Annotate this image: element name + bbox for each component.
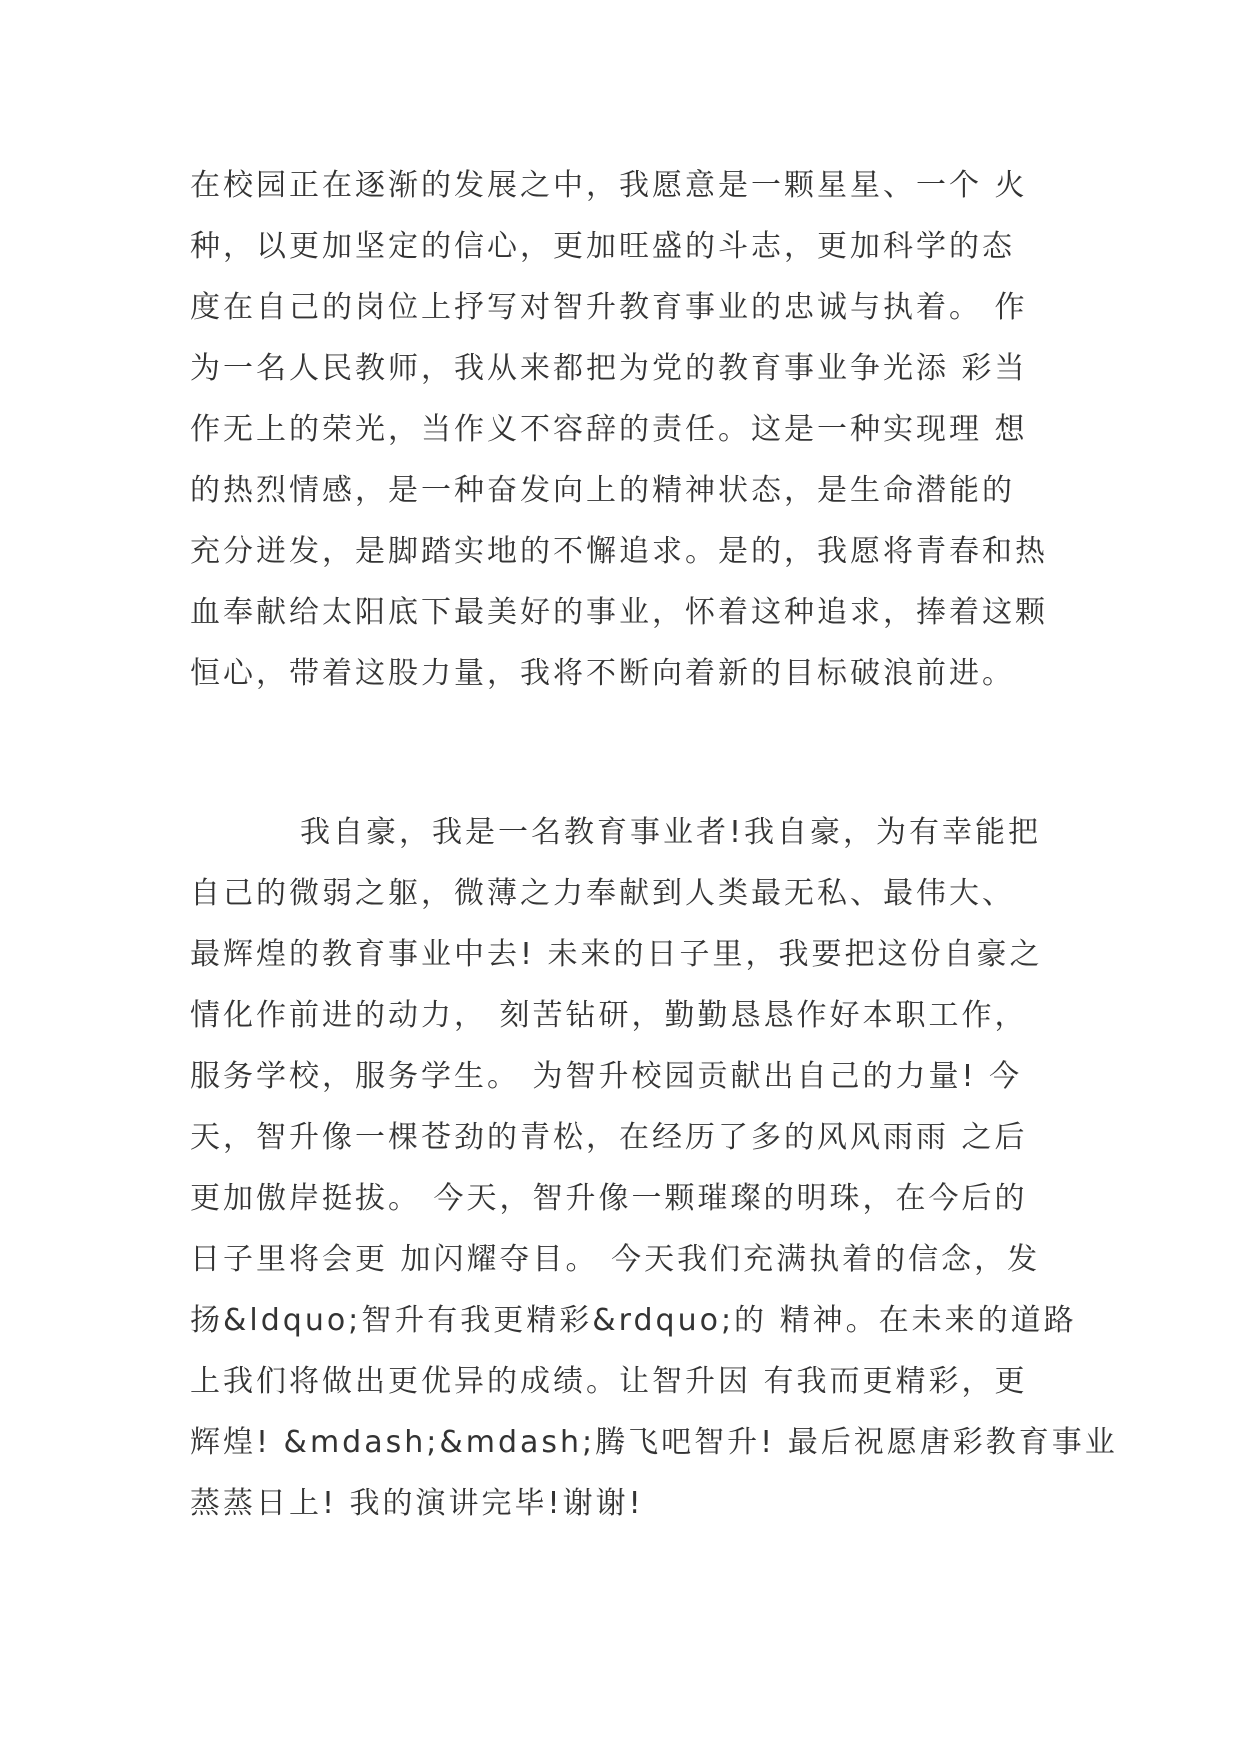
body-paragraph bbox=[190, 802, 1118, 1534]
text-line: 最辉煌的教育事业中去! 未来的日子里，我要把这份自豪之 bbox=[190, 937, 1043, 972]
text-line: 为一名人民教师，我从来都把为党的教育事业争光添 彩当 bbox=[190, 351, 1028, 386]
body-paragraph bbox=[190, 155, 1060, 704]
text-line: 上我们将做出更优异的成绩。让智升因 有我而更精彩，更 bbox=[190, 1364, 1028, 1399]
text-line: 情化作前进的动力， 刻苦钻研，勤勤恳恳作好本职工作， bbox=[190, 998, 1028, 1033]
text-line: 在校园正在逐渐的发展之中，我愿意是一颗星星、一个 火 bbox=[190, 168, 1028, 203]
text-line: 更加傲岸挺拔。 今天，智升像一颗璀璨的明珠，在今后的 bbox=[190, 1181, 1028, 1216]
text-line: 扬&ldquo;智升有我更精彩&rdquo;的 精神。在未来的道路 bbox=[190, 1303, 1077, 1338]
text-line: 恒心，带着这股力量，我将不断向着新的目标破浪前进。 bbox=[190, 656, 1015, 691]
text-line: 度在自己的岗位上抒写对智升教育事业的忠诚与执着。 作 bbox=[190, 290, 1028, 325]
text-line: 辉煌! &mdash;&mdash;腾飞吧智升! 最后祝愿唐彩教育事业 bbox=[190, 1425, 1118, 1460]
text-line: 充分迸发，是脚踏实地的不懈追求。是的，我愿将青春和热 bbox=[190, 534, 1048, 569]
text-line: 的热烈情感，是一种奋发向上的精神状态，是生命潜能的 bbox=[190, 473, 1015, 508]
text-line: 种，以更加坚定的信心，更加旺盛的斗志，更加科学的态 bbox=[190, 229, 1015, 264]
text-line: 自己的微弱之躯，微薄之力奉献到人类最无私、最伟大、 bbox=[190, 876, 1015, 911]
text-line: 血奉献给太阳底下最美好的事业，怀着这种追求，捧着这颗 bbox=[190, 595, 1048, 630]
text-line: 服务学校，服务学生。 为智升校园贡献出自己的力量! 今 bbox=[190, 1059, 1023, 1094]
text-line: 天，智升像一棵苍劲的青松，在经历了多的风风雨雨 之后 bbox=[190, 1120, 1028, 1155]
text-line: 日子里将会更 加闪耀夺目。 今天我们充满执着的信念，发 bbox=[190, 1242, 1041, 1277]
text-line: 蒸蒸日上! 我的演讲完毕!谢谢! bbox=[190, 1486, 644, 1521]
text-line: 作无上的荣光，当作义不容辞的责任。这是一种实现理 想 bbox=[190, 412, 1028, 447]
text-line: 我自豪，我是一名教育事业者!我自豪，为有幸能把 bbox=[300, 815, 1042, 850]
